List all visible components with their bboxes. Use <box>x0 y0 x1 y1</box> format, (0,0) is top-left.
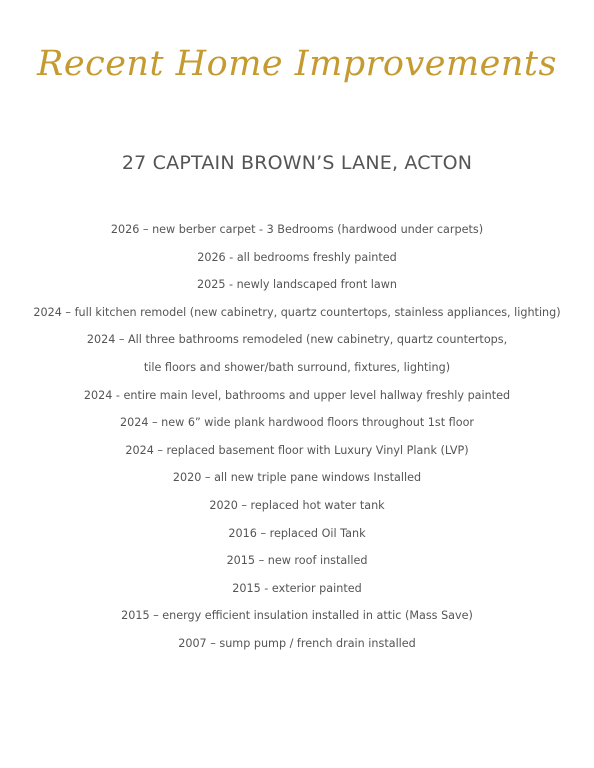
list-item: 2007 – sump pump / french drain installed <box>178 636 416 650</box>
list-item: 2026 - all bedrooms freshly painted <box>197 250 397 264</box>
list-item: 2020 – all new triple pane windows Installed <box>172 471 422 485</box>
list-item: tile floors and shower/bath surround, fixtures, lighting) <box>143 360 451 374</box>
list-item: 2024 – new 6” wide plank hardwood floors throughout 1st floor <box>119 416 475 430</box>
improvements-list <box>0 220 594 662</box>
list-item: 2025 - newly landscaped front lawn <box>196 278 398 292</box>
list-item: 2016 – replaced Oil Tank <box>228 526 366 540</box>
page-title: Recent Home Improvements <box>37 44 557 84</box>
property-address: 27 CAPTAIN BROWN’S LANE, ACTON <box>121 152 473 174</box>
list-item: 2015 – energy efficient insulation installed in attic (Mass Save) <box>121 609 473 623</box>
list-item: 2024 - entire main level, bathrooms and upper level hallway freshly painted <box>83 388 511 402</box>
list-item: 2015 – new roof installed <box>226 554 368 568</box>
list-item: 2015 - exterior painted <box>232 581 362 595</box>
list-item: 2024 – full kitchen remodel (new cabinetry, quartz countertops, stainless appliances, lighting) <box>33 305 561 319</box>
list-item: 2020 – replaced hot water tank <box>209 498 385 512</box>
list-item: 2024 – replaced basement floor with Luxury Vinyl Plank (LVP) <box>125 443 469 457</box>
list-item: 2026 – new berber carpet - 3 Bedrooms (hardwood under carpets) <box>110 223 484 236</box>
list-item: 2024 – All three bathrooms remodeled (new cabinetry, quartz countertops, <box>86 333 508 347</box>
